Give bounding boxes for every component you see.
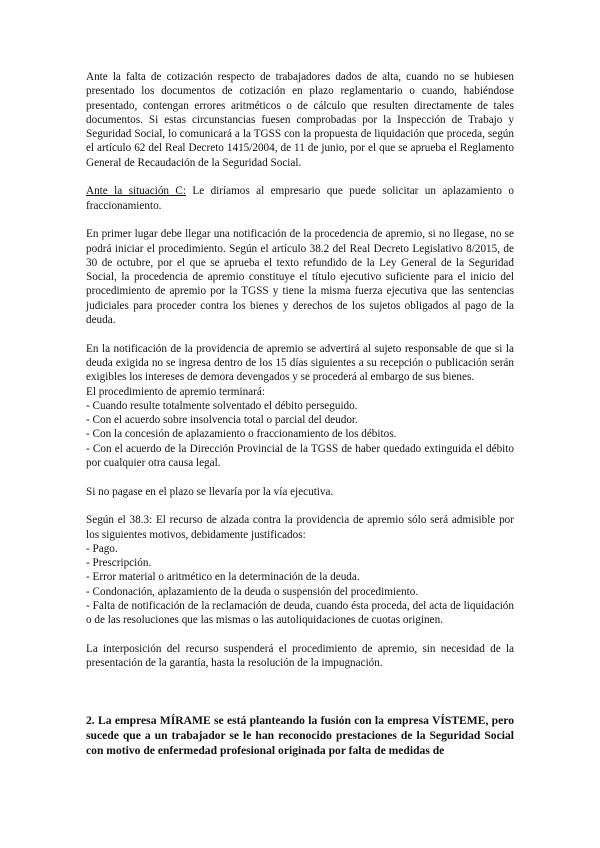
list-item: - Condonación, aplazamiento de la deuda o suspensión del procedimiento. xyxy=(86,585,419,598)
paragraph-recurso-alzada: Según el 38.3: El recurso de alzada contra la providencia de apremio sólo será admisible por los siguientes motivos, debidamente justificados: xyxy=(86,514,514,541)
procedimiento-termina-intro: El procedimiento de apremio terminará: xyxy=(86,385,265,398)
paragraph-spacer xyxy=(86,685,514,699)
list-item: - Con el acuerdo sobre insolvencia total o parcial del deudor. xyxy=(86,414,358,427)
list-item: - Pago. xyxy=(86,542,118,555)
question-2-heading: 2. La empresa MÍRAME se está planteando la fusión con la empresa VÍSTEME, pero sucede que a un trabajador se le han reconocido prestaciones de la Seguridad Social con motivo de enfermedad profesional originada por falta de medidas de xyxy=(86,714,514,758)
paragraph-falta-cotizacion: Ante la falta de cotización respecto de trabajadores dados de alta, cuando no se hubiesen presentado los documentos de cotización en plazo reglamentario o cuando, habiéndose presentado, contengan errores aritméticos o de cálculo que resulten directamente de tales documentos. Si estas circunstancias fuesen comprobadas por la Inspección de Trabajo y Seguridad Social, lo comunicará a la TGSS con la propuesta de liquidación que proceda, según el artículo 62 del Real Decreto 1415/2004, de 11 de junio, por el que se aprueba el Reglamento General de Recaudación de la Seguridad Social. xyxy=(86,71,514,169)
list-item: - Con el acuerdo de la Dirección Provincial de la TGSS de haber quedado extinguida el débito por cualquier otra causa legal. xyxy=(86,442,514,470)
list-item: - Cuando resulte totalmente solventado el débito perseguido. xyxy=(86,399,358,412)
paragraph-spacer xyxy=(86,327,514,341)
list-item: - Error material o aritmético en la determinación de la deuda. xyxy=(86,571,360,584)
paragraph-spacer xyxy=(86,170,514,184)
list-item: - Falta de notificación de la reclamación de deuda, cuando ésta proceda, del acta de liquidación o de las resoluciones que las mismas o las autoliquidaciones de cuotas originen. xyxy=(86,599,514,627)
paragraph-spacer xyxy=(86,670,514,684)
paragraph-via-ejecutiva: Si no pagase en el plazo se llevaría por la vía ejecutiva. xyxy=(86,485,334,498)
situacion-c-text: Le diríamos al empresario que puede solicitar un aplazamiento o fraccionamiento. xyxy=(86,185,514,212)
list-item: - Con la concesión de aplazamiento o fraccionamiento de los débitos. xyxy=(86,428,397,441)
paragraph-situacion-c xyxy=(86,184,514,213)
paragraph-notificacion-providencia: En la notificación de la providencia de apremio se advertirá al sujeto responsable de que si la deuda exigida no se ingresa dentro de los 15 días siguientes a su recepción o publicación serán exigibles los intereses de demora devengados y se procederá al embargo de sus bienes. xyxy=(86,342,514,384)
document-page xyxy=(86,70,514,758)
paragraph-spacer xyxy=(86,213,514,227)
paragraph-spacer xyxy=(86,499,514,513)
paragraph-procedencia-apremio: En primer lugar debe llegar una notificación de la procedencia de apremio, si no llegase, no se podrá iniciar el procedimiento. Según el artículo 38.2 del Real Decreto Legislativo 8/2015, de 30 de octubre, por el que se aprueba el texto refundido de la Ley General de la Seguridad Social, la procedencia de apremio constituye el título ejecutivo suficiente para el inicio del procedimiento de apremio por la TGSS y tiene la misma fuerza ejecutiva que las sentencias judiciales para proceder contra los bienes y derechos de los sujetos obligados al pago de la deuda. xyxy=(86,228,514,327)
paragraph-spacer xyxy=(86,628,514,642)
situacion-c-label: Ante la situación C: xyxy=(86,185,186,198)
paragraph-spacer xyxy=(86,699,514,713)
list-item: - Prescripción. xyxy=(86,557,152,570)
paragraph-spacer xyxy=(86,470,514,484)
paragraph-interposicion-recurso: La interposición del recurso suspenderá el procedimiento de apremio, sin necesidad de la presentación de la garantía, hasta la resolución de la impugnación. xyxy=(86,642,514,670)
